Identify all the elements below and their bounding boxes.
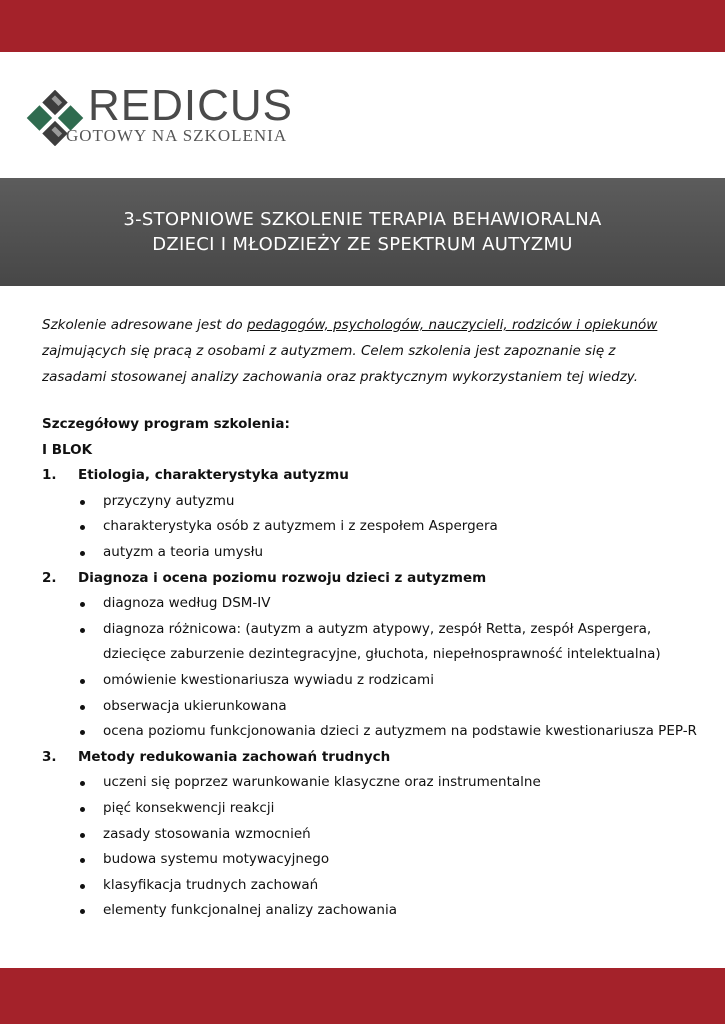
logo-tagline: GOTOWY NA SZKOLENIA: [66, 126, 288, 145]
section-title: [42, 745, 702, 771]
list-item: elementy funkcjonalnej analizy zachowania: [78, 898, 702, 924]
title-line-1: 3-STOPNIOWE SZKOLENIE TERAPIA BEHAWIORALNA: [123, 209, 602, 230]
intro-line-2: zajmujących się pracą z osobami z autyzmem. Celem szkolenia jest zapoznanie się z: [42, 343, 616, 359]
intro-paragraph: [42, 312, 692, 390]
list-item: charakterystyka osób z autyzmem i z zespołem Aspergera: [78, 514, 702, 540]
list-item: diagnoza według DSM-IV: [78, 591, 702, 617]
program-section: [42, 463, 702, 565]
list-item: autyzm a teoria umysłu: [78, 540, 702, 566]
program-section: [42, 745, 702, 924]
intro-prefix: Szkolenie adresowane jest do: [42, 317, 247, 333]
program-section: [42, 566, 702, 745]
section-title-text: Metody redukowania zachowań trudnych: [78, 748, 391, 765]
top-red-band: [0, 0, 725, 52]
bullet-list: [42, 591, 702, 745]
list-item: diagnoza różnicowa: (autyzm a autyzm atypowy, zespół Retta, zespół Aspergera, dziecięce zaburzenie dezintegracyjne, głuchota, niepełnosprawność intelektualna): [78, 617, 702, 668]
section-number: 3.: [42, 748, 57, 765]
section-number: 2.: [42, 569, 57, 586]
title-band: [0, 178, 725, 286]
section-number: 1.: [42, 467, 57, 484]
bullet-list: [42, 770, 702, 924]
list-item: uczeni się poprzez warunkowanie klasyczne oraz instrumentalne: [78, 770, 702, 796]
bottom-red-band: [0, 968, 725, 1024]
intro-line-3: zasadami stosowanej analizy zachowania oraz praktycznym wykorzystaniem tej wiedzy.: [42, 369, 639, 385]
list-item: budowa systemu motywacyjnego: [78, 847, 702, 873]
section-title: [42, 566, 702, 592]
bullet-list: [42, 489, 702, 566]
program-heading: Szczegółowy program szkolenia:: [42, 416, 290, 432]
section-title: [42, 463, 702, 489]
title-line-2: DZIECI I MŁODZIEŻY ZE SPEKTRUM AUTYZMU: [152, 234, 573, 255]
list-item: klasyfikacja trudnych zachowań: [78, 873, 702, 899]
section-title-text: Etiologia, charakterystyka autyzmu: [78, 467, 349, 484]
logo-name: REDICUS: [88, 81, 294, 130]
program: [42, 412, 702, 924]
list-item: pięć konsekwencji reakcji: [78, 796, 702, 822]
list-item: ocena poziomu funkcjonowania dzieci z autyzmem na podstawie kwestionariusza PEP-R: [78, 719, 702, 745]
intro-audience: pedagogów, psychologów, nauczycieli, rodziców i opiekunów: [246, 317, 658, 333]
program-block: I BLOK: [42, 441, 93, 458]
list-item: omówienie kwestionariusza wywiadu z rodzicami: [78, 668, 702, 694]
list-item: obserwacja ukierunkowana: [78, 694, 702, 720]
list-item: przyczyny autyzmu: [78, 489, 702, 515]
logo: [24, 81, 344, 148]
list-item: zasady stosowania wzmocnień: [78, 822, 702, 848]
section-title-text: Diagnoza i ocena poziomu rozwoju dzieci z autyzmem: [78, 569, 487, 586]
